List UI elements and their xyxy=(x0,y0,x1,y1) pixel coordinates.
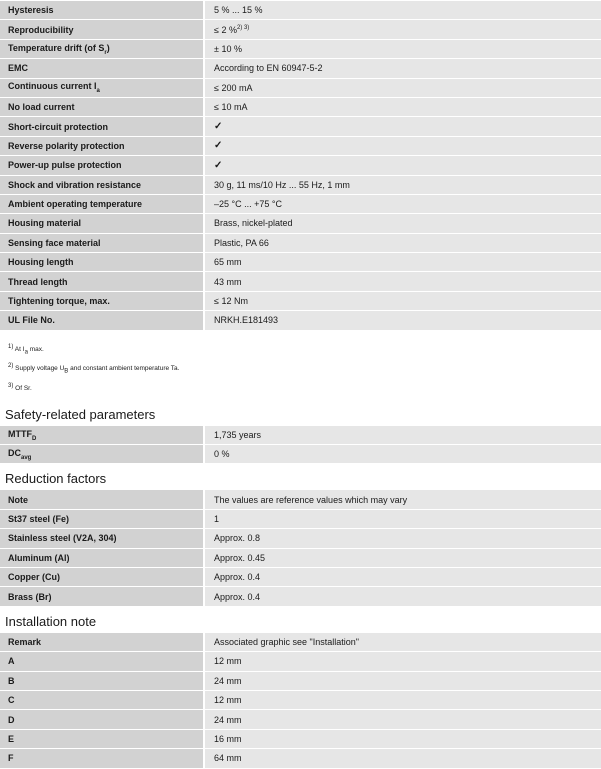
footnote-text-after: and constant ambient temperature Ta. xyxy=(68,365,180,373)
row-value xyxy=(203,253,601,271)
row-value xyxy=(203,490,601,508)
label-text: E xyxy=(8,733,15,744)
row-label xyxy=(0,117,203,135)
row-value xyxy=(203,1,601,19)
label-text: MTTF xyxy=(8,428,32,439)
label-text: Note xyxy=(8,494,28,505)
value-text: Approx. 0.45 xyxy=(214,552,266,563)
table-row xyxy=(0,272,601,290)
label-text: Reverse polarity protection xyxy=(8,140,125,151)
table-row xyxy=(0,691,601,709)
row-value xyxy=(203,445,601,463)
table-row xyxy=(0,79,601,97)
label-subscript: r xyxy=(104,49,107,56)
row-label xyxy=(0,214,203,232)
row-value xyxy=(203,234,601,252)
row-value xyxy=(203,292,601,310)
row-value xyxy=(203,749,601,767)
row-label xyxy=(0,176,203,194)
table-row xyxy=(0,40,601,58)
spec-table xyxy=(0,0,601,331)
table-row xyxy=(0,292,601,310)
table-row xyxy=(0,510,601,528)
row-label xyxy=(0,272,203,290)
footnote-number: 1) xyxy=(8,343,14,350)
check-icon: ✓ xyxy=(214,140,223,152)
value-text: Associated graphic see "Installation" xyxy=(214,637,359,648)
row-label xyxy=(0,549,203,567)
row-value xyxy=(203,59,601,77)
value-text: 24 mm xyxy=(214,714,242,725)
value-text: Approx. 0.8 xyxy=(214,533,261,544)
footnote xyxy=(8,340,601,359)
value-text: 12 mm xyxy=(214,695,242,706)
value-text: 5 % ... 15 % xyxy=(214,5,263,16)
label-text: Hysteresis xyxy=(8,5,54,16)
table-row xyxy=(0,730,601,748)
row-value xyxy=(203,510,601,528)
section-title-safety: Safety-related parameters xyxy=(5,406,156,422)
row-value xyxy=(203,587,601,605)
label-text: Reproducibility xyxy=(8,24,74,35)
row-value xyxy=(203,272,601,290)
row-label xyxy=(0,137,203,155)
safety-table xyxy=(0,425,601,465)
row-value xyxy=(203,311,601,329)
installation-table xyxy=(0,632,601,769)
table-row xyxy=(0,672,601,690)
label-text: Housing material xyxy=(8,218,82,229)
row-label xyxy=(0,568,203,586)
row-label xyxy=(0,79,203,97)
footnote-number: 3) xyxy=(8,382,14,389)
footnote-text: Of Sr. xyxy=(15,384,32,392)
value-text: ≤ 12 Nm xyxy=(214,296,248,307)
row-label xyxy=(0,1,203,19)
label-text: Thread length xyxy=(8,276,68,287)
label-subscript: D xyxy=(32,435,37,442)
row-label xyxy=(0,652,203,670)
value-text: 1 xyxy=(214,514,220,525)
table-row xyxy=(0,195,601,213)
table-row xyxy=(0,749,601,767)
row-value xyxy=(203,156,601,174)
row-value xyxy=(203,568,601,586)
value-text: 1,735 years xyxy=(214,429,262,440)
row-value xyxy=(203,730,601,748)
label-subscript: a xyxy=(96,88,100,95)
value-text: ≤ 10 mA xyxy=(214,102,248,113)
value-text: Approx. 0.4 xyxy=(214,591,261,602)
label-text: DC xyxy=(8,447,21,458)
table-row xyxy=(0,234,601,252)
label-text: UL File No. xyxy=(8,315,55,326)
label-text: A xyxy=(8,656,15,667)
row-label xyxy=(0,529,203,547)
footnote xyxy=(8,359,601,378)
table-row xyxy=(0,117,601,135)
check-icon: ✓ xyxy=(214,159,223,171)
row-value xyxy=(203,40,601,58)
row-value xyxy=(203,710,601,728)
label-text: EMC xyxy=(8,63,28,74)
table-row xyxy=(0,214,601,232)
label-text: Short-circuit protection xyxy=(8,121,109,132)
row-label xyxy=(0,195,203,213)
table-row xyxy=(0,529,601,547)
label-text: Tightening torque, max. xyxy=(8,296,110,307)
row-label xyxy=(0,587,203,605)
row-value xyxy=(203,137,601,155)
row-value xyxy=(203,176,601,194)
label-subscript: avg xyxy=(21,454,32,461)
table-row xyxy=(0,176,601,194)
value-text: 0 % xyxy=(214,449,230,460)
value-text: 64 mm xyxy=(214,753,242,764)
row-label xyxy=(0,292,203,310)
label-text: Brass (Br) xyxy=(8,591,52,602)
value-text: 30 g, 11 ms/10 Hz ... 55 Hz, 1 mm xyxy=(214,179,350,190)
table-row xyxy=(0,490,601,508)
label-text: Remark xyxy=(8,637,42,648)
row-value xyxy=(203,691,601,709)
label-text: No load current xyxy=(8,102,75,113)
row-value xyxy=(203,79,601,97)
table-row xyxy=(0,20,601,38)
table-row xyxy=(0,1,601,19)
label-text: D xyxy=(8,714,15,725)
footnote xyxy=(8,379,601,396)
table-row xyxy=(0,98,601,116)
value-text: Approx. 0.4 xyxy=(214,572,261,583)
row-label xyxy=(0,59,203,77)
row-label xyxy=(0,234,203,252)
value-text: NRKH.E181493 xyxy=(214,315,279,326)
value-text: ≤ 200 mA xyxy=(214,82,253,93)
table-row xyxy=(0,137,601,155)
label-text: Aluminum (Al) xyxy=(8,552,70,563)
footnotes xyxy=(0,331,601,400)
row-label xyxy=(0,672,203,690)
table-row xyxy=(0,426,601,444)
footnote-text: At I xyxy=(14,345,25,353)
label-text: Continuous current I xyxy=(8,81,97,92)
row-label xyxy=(0,749,203,767)
table-row xyxy=(0,652,601,670)
value-text: Brass, nickel-plated xyxy=(214,218,293,229)
footnote-text: Supply voltage U xyxy=(15,365,65,373)
footnote-subscript: a xyxy=(24,349,28,356)
value-text: 65 mm xyxy=(214,257,242,268)
label-text: C xyxy=(8,695,15,706)
label-text: Copper (Cu) xyxy=(8,572,60,583)
row-label xyxy=(0,445,203,463)
label-text: Temperature drift (of S xyxy=(8,42,105,53)
row-label xyxy=(0,156,203,174)
value-text: –25 °C ... +75 °C xyxy=(214,199,282,210)
table-row xyxy=(0,445,601,463)
row-value xyxy=(203,20,601,38)
label-text-after: ) xyxy=(106,42,110,53)
footnote-ref: 2) 3) xyxy=(236,24,250,31)
table-row xyxy=(0,710,601,728)
row-value xyxy=(203,214,601,232)
row-value xyxy=(203,529,601,547)
row-label xyxy=(0,710,203,728)
footnote-number: 2) xyxy=(8,363,14,370)
label-text: F xyxy=(8,753,14,764)
footnote-subscript: B xyxy=(64,368,69,375)
value-text: 24 mm xyxy=(214,675,242,686)
value-text: 12 mm xyxy=(214,656,242,667)
table-row xyxy=(0,156,601,174)
row-label xyxy=(0,40,203,58)
table-row xyxy=(0,311,601,329)
label-text: Power-up pulse protection xyxy=(8,160,122,171)
section-title-installation: Installation note xyxy=(5,613,97,629)
row-label xyxy=(0,633,203,651)
row-label xyxy=(0,691,203,709)
table-row xyxy=(0,549,601,567)
value-text: 43 mm xyxy=(214,276,242,287)
value-text: The values are reference values which may vary xyxy=(214,494,408,505)
reduction-table xyxy=(0,489,601,606)
row-value xyxy=(203,652,601,670)
row-value xyxy=(203,426,601,444)
check-icon: ✓ xyxy=(214,121,223,133)
value-text: ≤ 2 % xyxy=(214,24,237,35)
table-row xyxy=(0,59,601,77)
label-text: Housing length xyxy=(8,257,74,268)
table-row xyxy=(0,568,601,586)
row-label xyxy=(0,490,203,508)
row-value xyxy=(203,633,601,651)
row-value xyxy=(203,549,601,567)
label-text: St37 steel (Fe) xyxy=(8,514,70,525)
row-label xyxy=(0,426,203,444)
label-text: Sensing face material xyxy=(8,237,101,248)
row-value xyxy=(203,195,601,213)
label-text: Shock and vibration resistance xyxy=(8,179,142,190)
table-row xyxy=(0,633,601,651)
row-label xyxy=(0,730,203,748)
footnote-text-after: max. xyxy=(27,345,44,353)
value-text: 16 mm xyxy=(214,733,242,744)
table-row xyxy=(0,587,601,605)
row-value xyxy=(203,98,601,116)
table-row xyxy=(0,253,601,271)
label-text: Ambient operating temperature xyxy=(8,199,143,210)
value-text: ± 10 % xyxy=(214,43,242,54)
label-text: B xyxy=(8,675,15,686)
row-label xyxy=(0,510,203,528)
row-value xyxy=(203,672,601,690)
label-text: Stainless steel (V2A, 304) xyxy=(8,533,117,544)
row-label xyxy=(0,20,203,38)
row-label xyxy=(0,253,203,271)
row-value xyxy=(203,117,601,135)
row-label xyxy=(0,98,203,116)
section-title-reduction: Reduction factors xyxy=(5,471,107,487)
row-label xyxy=(0,311,203,329)
value-text: According to EN 60947-5-2 xyxy=(214,63,323,74)
value-text: Plastic, PA 66 xyxy=(214,237,269,248)
